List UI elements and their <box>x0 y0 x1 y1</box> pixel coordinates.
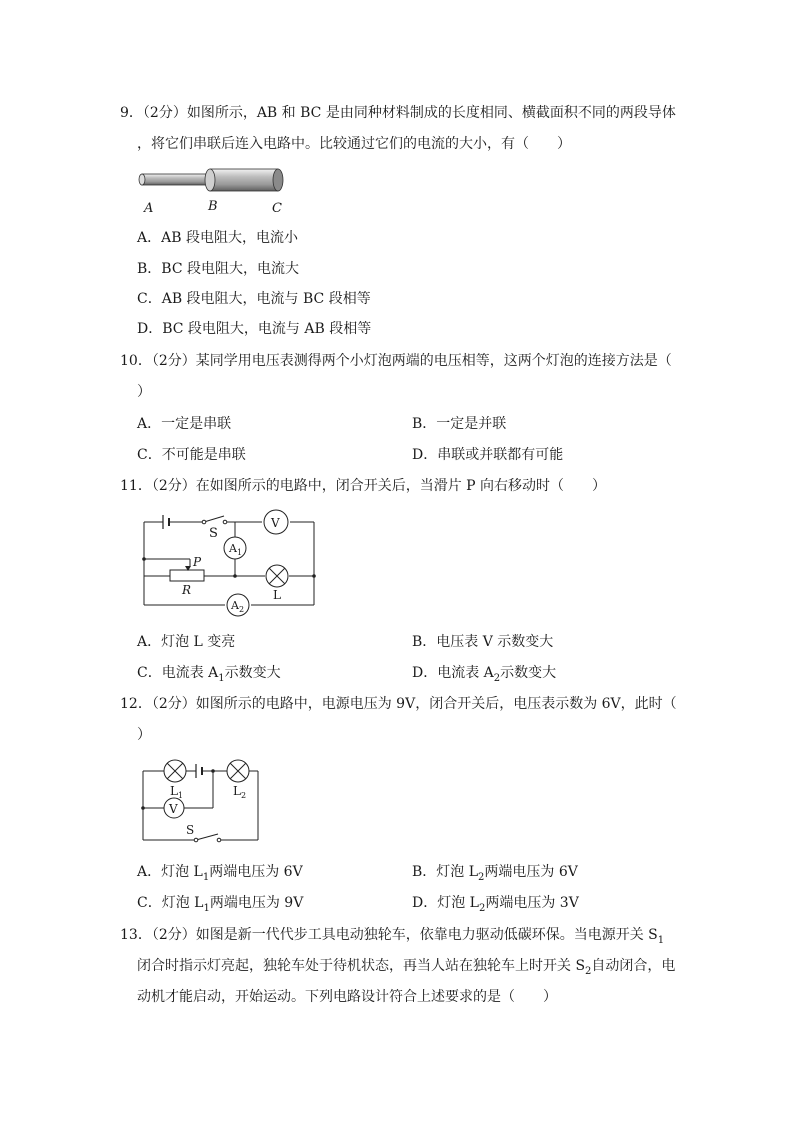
q11-stem: 11．（2分）在如图所示的电路中，闭合开关后，当滑片 P 向右移动时（ ） <box>120 478 607 494</box>
subscript: 1 <box>657 935 665 946</box>
label-a: A <box>144 201 154 216</box>
option-text: 两端电压为 6V <box>484 864 578 880</box>
q9-option-b[interactable]: B．BC 段电阻大，电流大 <box>137 261 299 277</box>
lamp-l1 <box>164 760 186 782</box>
q11-circuit-diagram <box>138 510 323 612</box>
label-r: R <box>182 583 192 597</box>
label-l: L <box>273 588 281 602</box>
q11-option-c[interactable] <box>137 663 281 685</box>
node-left <box>141 806 145 810</box>
q12-option-c[interactable] <box>137 893 303 915</box>
thin-conductor-ab <box>139 174 210 185</box>
label-c: C <box>272 201 282 216</box>
option-text: 两端电压为 3V <box>485 895 579 911</box>
q9-conductor-figure <box>130 166 300 220</box>
q9-stem-line2: ，将它们串联后连入电路中。比较通过它们的电流的大小，有（ ） <box>137 136 571 152</box>
option-text: D．灯泡 L <box>412 895 479 911</box>
option-text: A．灯泡 L <box>137 864 203 880</box>
q11-option-a[interactable] <box>137 632 235 652</box>
label-l2: $L_2$ <box>233 784 247 800</box>
stem-text: 闭合时指示灯亮起，独轮车处于待机状态，再当人站在独轮车上时开关 S <box>137 958 586 974</box>
label-a1: $A_1$ <box>229 542 243 557</box>
q12-circuit-diagram <box>138 758 268 848</box>
option-text: B．灯泡 L <box>412 864 479 880</box>
option-text: 示数变大 <box>500 665 557 681</box>
option-text: 两端电压为 9V <box>209 895 304 911</box>
q12-stem-line2: ） <box>137 727 151 743</box>
q10-option-d[interactable]: D．串联或并联都有可能 <box>412 447 564 463</box>
q10-stem-line1: 10．（2分）某同学用电压表测得两个小灯泡两端的电压相等，这两个灯泡的连接方法是（ <box>120 353 672 369</box>
option-text: D．电流表 A <box>412 665 494 681</box>
q12-option-b[interactable] <box>412 862 578 884</box>
subscript: 2 <box>493 673 501 684</box>
option-text: 示数变大 <box>224 665 281 681</box>
q11-option-b[interactable] <box>412 632 553 652</box>
switch-contact <box>223 520 227 524</box>
label-s: S <box>209 526 218 541</box>
q9-stem-line1: 9．（2分）如图所示，AB 和 BC 是由同种材料制成的长度相同、横截面积不同的两段导体 <box>120 105 676 121</box>
thick-conductor-bc <box>205 169 283 191</box>
q13-stem-line2 <box>137 956 675 978</box>
stem-text: 13．（2分）如图是新一代代步工具电动独轮车，依靠电力驱动低碳环保。当电源开关 S <box>120 927 658 943</box>
label-a2: $A_2$ <box>231 599 245 614</box>
subscript: 1 <box>218 673 225 684</box>
lamp-l <box>266 565 288 587</box>
label-v: V <box>271 516 280 530</box>
q9-option-a[interactable]: A．AB 段电阻大，电流小 <box>137 230 298 246</box>
switch-pivot <box>194 838 198 842</box>
q13-stem-line1 <box>120 925 664 947</box>
label-p: P <box>193 555 202 569</box>
q10-stem-line2: ） <box>137 384 151 400</box>
q13-stem-line3: 动机才能启动，开始运动。下列电路设计符合上述要求的是（ ） <box>137 989 557 1005</box>
option-text: C．电流表 A <box>137 665 219 681</box>
subscript: 2 <box>478 903 486 914</box>
label-b: B <box>208 199 218 214</box>
switch-pivot <box>202 520 206 524</box>
option-text: B．电压表 V 示数变大 <box>412 634 554 650</box>
rheostat <box>170 570 204 581</box>
q9-option-c[interactable]: C．AB 段电阻大，电流与 BC 段相等 <box>137 291 371 307</box>
subscript: 1 <box>202 872 210 883</box>
q10-option-c[interactable]: C．不可能是串联 <box>137 447 246 463</box>
subscript: 2 <box>478 872 485 883</box>
option-text: A．灯泡 L 变亮 <box>137 634 236 650</box>
node-top <box>211 769 215 773</box>
label-s: S <box>186 823 195 837</box>
label-v: V <box>169 802 178 816</box>
subscript: 1 <box>203 903 210 914</box>
q10-option-b[interactable]: B．一定是并联 <box>412 416 507 432</box>
lamp-l2 <box>227 760 249 782</box>
node-mid <box>233 574 237 578</box>
q12-option-a[interactable] <box>137 862 303 884</box>
node-right <box>312 574 316 578</box>
node-left <box>142 557 146 561</box>
stem-text: 自动闭合，电 <box>591 958 676 974</box>
option-text: C．灯泡 L <box>137 895 204 911</box>
option-text: 两端电压为 6V <box>209 864 303 880</box>
q9-option-d[interactable]: D．BC 段电阻大，电流与 AB 段相等 <box>137 321 372 337</box>
q12-option-d[interactable] <box>412 893 579 915</box>
label-l1: $L_1$ <box>170 784 184 800</box>
switch-contact <box>217 838 221 842</box>
subscript: 2 <box>585 966 592 977</box>
q10-option-a[interactable]: A．一定是串联 <box>137 416 232 432</box>
q12-stem-line1: 12．（2分）如图所示的电路中，电源电压为 9V，闭合开关后，电压表示数为 6V，此时（ <box>120 696 677 712</box>
q11-option-d[interactable] <box>412 663 556 685</box>
